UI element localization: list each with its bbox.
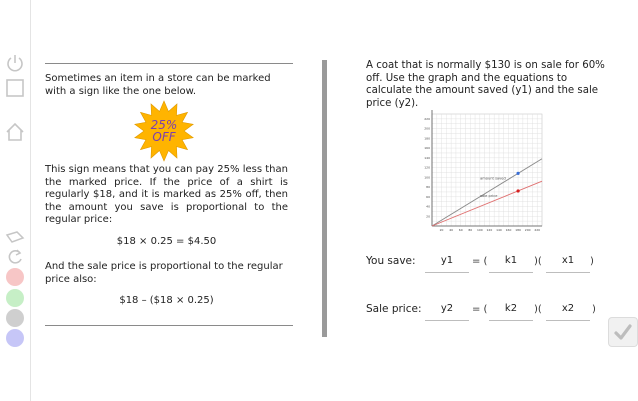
- y-tick-label: 40: [426, 204, 430, 209]
- problem-text: A coat that is normally $130 is on sale for 60% off. Use the graph and the equations to calculate the amount saved (y1) and the sale price (y2).: [366, 60, 605, 109]
- y2-input[interactable]: y2: [425, 298, 469, 321]
- intro-text: Sometimes an item in a store can be marked with a sign like the one below.: [45, 73, 271, 97]
- k1-input[interactable]: k1: [489, 250, 533, 273]
- y-tick-label: 120: [424, 165, 430, 170]
- bottom-rule: [45, 325, 293, 326]
- power-icon[interactable]: [4, 52, 26, 74]
- x-tick-label: 220: [534, 228, 541, 232]
- color-swatch-blue[interactable]: [6, 329, 24, 347]
- mid-paren-2: )(: [534, 304, 542, 315]
- x1-input[interactable]: x1: [546, 250, 590, 273]
- home-icon[interactable]: [4, 121, 26, 143]
- explanation-text: This sign means that you can pay 25% less than the marked price. If the price of a shirt is regularly $18, and it is marked as 25% off, then the amount you save is proportional to the regular price:: [45, 164, 288, 225]
- color-swatch-red[interactable]: [6, 268, 24, 286]
- series-label-1: sale price: [480, 193, 498, 198]
- x-tick-label: 40: [449, 228, 454, 232]
- series-point-0: [516, 172, 519, 175]
- y-tick-label: 180: [424, 136, 430, 141]
- you-save-label: You save:: [366, 255, 416, 267]
- mid-paren-1: )(: [534, 256, 542, 267]
- y-tick-label: 60: [426, 194, 430, 199]
- color-swatch-green[interactable]: [6, 289, 24, 307]
- k2-input[interactable]: k2: [489, 298, 533, 321]
- x-tick-label: 20: [439, 228, 444, 232]
- close-paren-1: ): [590, 256, 594, 267]
- plot-area: [432, 114, 542, 226]
- sign-percent: 25%: [150, 118, 178, 132]
- sale-sign: [131, 100, 197, 162]
- y-tick-label: 220: [424, 116, 430, 121]
- x-tick-label: 160: [505, 228, 512, 232]
- color-swatch-gray[interactable]: [6, 309, 24, 327]
- x-tick-label: 60: [458, 228, 463, 232]
- close-paren-2: ): [592, 304, 596, 315]
- equals-paren-1: = (: [472, 256, 488, 267]
- sale-price-label: Sale price:: [366, 303, 422, 315]
- y-tick-label: 140: [424, 155, 430, 160]
- x-tick-label: 180: [515, 228, 521, 232]
- sidebar: [0, 0, 31, 401]
- equals-paren-2: = (: [472, 304, 488, 315]
- x2-input[interactable]: x2: [546, 298, 590, 321]
- y-tick-label: 200: [424, 126, 430, 131]
- sale-price-text: And the sale price is proportional to the regular price also:: [45, 261, 283, 285]
- check-button[interactable]: [608, 317, 638, 347]
- equation-savings: $18 × 0.25 = $4.50: [116, 236, 217, 247]
- series-point-1: [516, 189, 519, 192]
- y-tick-label: 100: [424, 175, 430, 180]
- checkmark-icon: [609, 318, 637, 346]
- series-label-0: amount saved: [480, 176, 506, 181]
- y1-input[interactable]: y1: [425, 250, 469, 273]
- top-rule: [45, 63, 293, 64]
- square-icon[interactable]: [4, 77, 26, 99]
- proportion-chart: [420, 108, 545, 238]
- undo-icon[interactable]: [4, 245, 26, 267]
- y-tick-label: 80: [426, 185, 430, 190]
- y-tick-label: 20: [426, 214, 430, 219]
- x-tick-label: 140: [496, 228, 502, 232]
- x-tick-label: 200: [524, 228, 531, 232]
- x-tick-label: 100: [476, 228, 483, 232]
- y-tick-label: 160: [424, 146, 430, 151]
- x-tick-label: 80: [468, 228, 473, 232]
- sign-off: OFF: [152, 130, 176, 144]
- equation-sale-price: $18 – ($18 × 0.25): [119, 295, 214, 306]
- panel-divider: [322, 60, 327, 337]
- x-tick-label: 120: [486, 228, 493, 232]
